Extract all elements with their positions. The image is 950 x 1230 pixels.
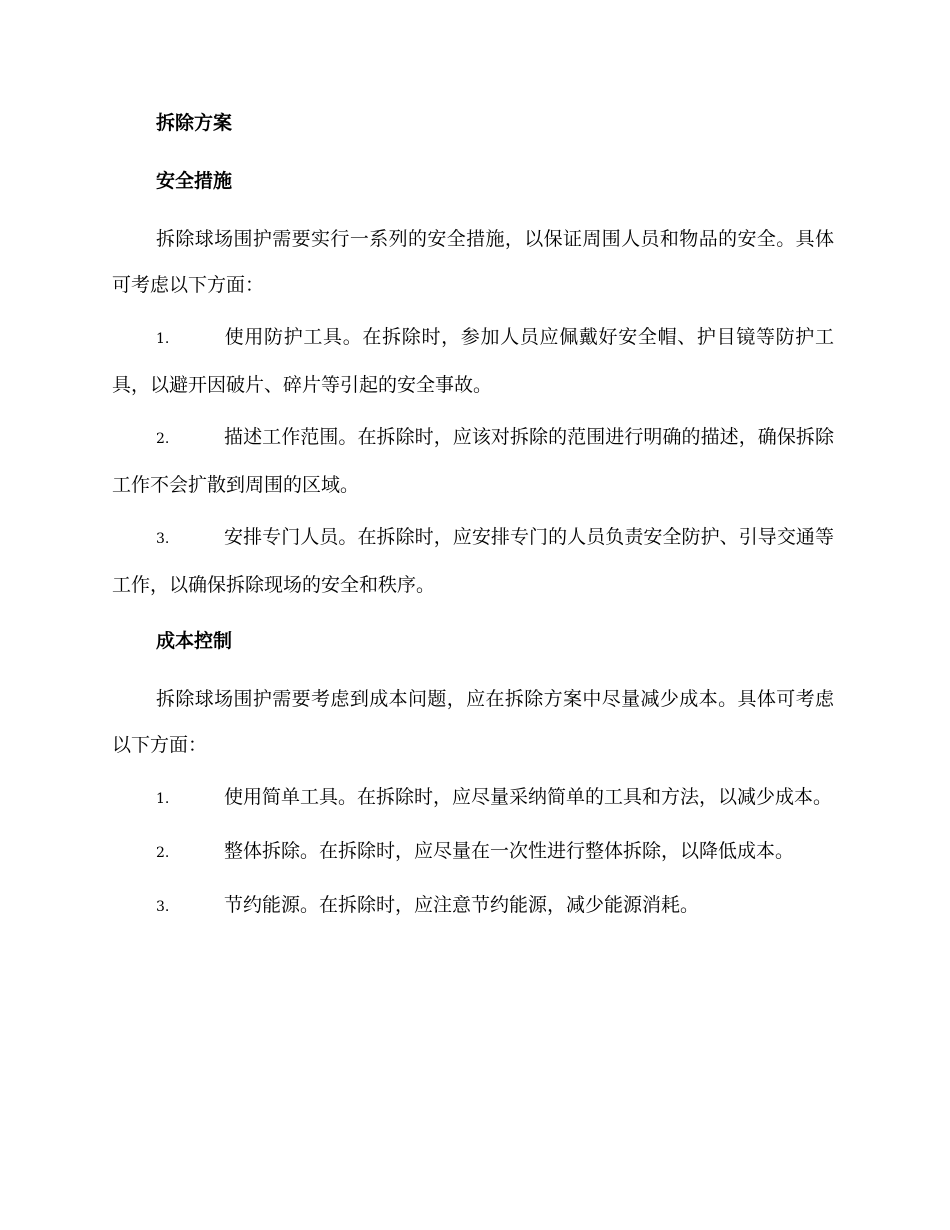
list-item-number: 1. xyxy=(156,791,170,807)
list-item xyxy=(112,882,834,930)
document-body xyxy=(112,108,834,944)
list-item-text: 使用简单工具。在拆除时，应尽量采纳简单的工具和方法，以减少成本。 xyxy=(224,786,833,808)
document-title: 拆除方案 xyxy=(156,112,233,134)
list-item-text: 使用防护工具。在拆除时，参加人员应佩戴好安全帽、护目镜等防护工具，以避开因破片、碎片等引起的安全事故。 xyxy=(112,326,834,396)
list-item xyxy=(112,414,834,508)
list-item xyxy=(112,514,834,608)
list-item-number: 3. xyxy=(156,899,170,915)
list-item xyxy=(112,314,834,408)
list-item-number: 2. xyxy=(156,845,170,861)
list-item-text: 描述工作范围。在拆除时，应该对拆除的范围进行明确的描述，确保拆除工作不会扩散到周围的区域。 xyxy=(112,426,834,496)
list-item xyxy=(112,828,834,876)
section-intro-safety: 拆除球场围护需要实行一系列的安全措施，以保证周围人员和物品的安全。具体可考虑以下方面： xyxy=(112,228,834,296)
list-item-number: 2. xyxy=(156,431,170,447)
list-item-number: 1. xyxy=(156,331,170,347)
section-heading-cost: 成本控制 xyxy=(156,630,233,652)
list-item xyxy=(112,774,834,822)
list-item-text: 整体拆除。在拆除时，应尽量在一次性进行整体拆除，以降低成本。 xyxy=(224,840,795,862)
list-item-number: 3. xyxy=(156,531,170,547)
section-heading-safety: 安全措施 xyxy=(156,170,233,192)
list-item-text: 节约能源。在拆除时，应注意节约能源，减少能源消耗。 xyxy=(224,894,700,916)
list-item-text: 安排专门人员。在拆除时，应安排专门的人员负责安全防护、引导交通等工作，以确保拆除现场的安全和秩序。 xyxy=(112,526,834,596)
section-intro-cost: 拆除球场围护需要考虑到成本问题，应在拆除方案中尽量减少成本。具体可考虑以下方面： xyxy=(112,688,834,756)
